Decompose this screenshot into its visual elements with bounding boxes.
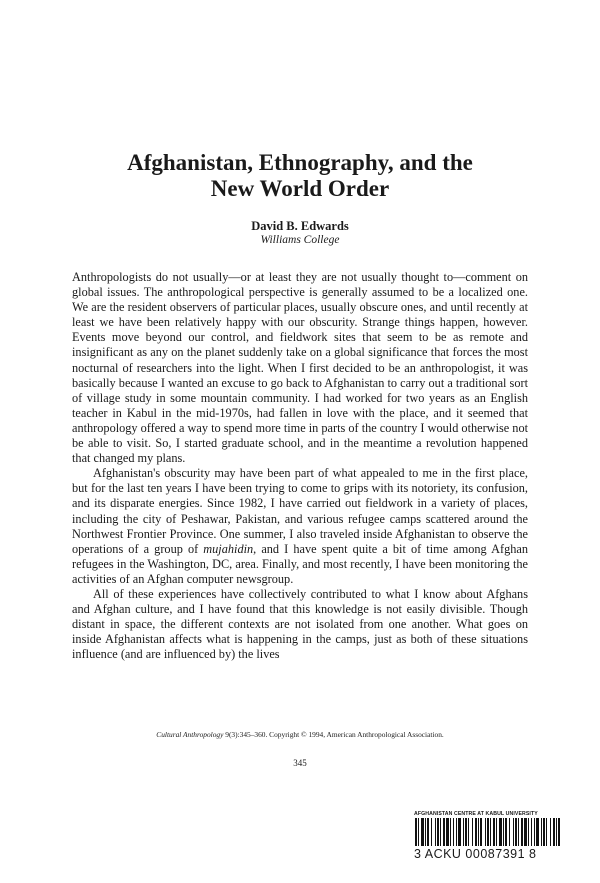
- title-line-1: Afghanistan, Ethnography, and the: [127, 150, 473, 175]
- paragraph-2-italic-term: mujahidin: [203, 541, 254, 556]
- paragraph-2-text-b: , and I have spent quite a bit of time among Afghan refugees in the Washington, DC, area. Finally, and most recently, I have been monitoring the activities of an Afghan computer newsgroup.: [72, 541, 528, 586]
- journal-name: Cultural Anthropology: [156, 730, 224, 739]
- paragraph-1: Anthropologists do not usually—or at least they are not usually thought to—comment on global issues. The anthropological perspective is generally assumed to be a localized one. We are the resident observers of particular places, usually obscure ones, and until recently at least we have been relatively happy with our obscurity. Strange things happen, however. Events move beyond our control, and fieldwork sites that seem to be as remote and insignificant as any on the planet suddenly take on a global significance that forces the most nocturnal of researchers into the light. When I first decided to be an anthropologist, it was basically because I wanted an excuse to go back to Afghanistan to carry out a traditional sort of village study in some mountain community. I had worked for two years as an English teacher in Kabul in the mid-1970s, had fallen in love with the place, and it seemed that anthropology offered a way to spend more time in parts of the country I would otherwise not be able to visit. So, I started graduate school, and in the meantime a revolution happened that changed my plans.: [72, 270, 529, 466]
- author-name: David B. Edwards: [251, 219, 349, 233]
- article-title: [60, 150, 540, 202]
- page-number: 345: [293, 758, 307, 768]
- paragraph-2: [72, 466, 528, 587]
- paragraph-3: All of these experiences have collectively contributed to what I know about Afghans and Afghan culture, and I have found that this knowledge is not easily divisible. Though distant in space, the different contexts are not isolated from one another. What goes on inside Afghanistan affects what is happening in the camps, just as both of these situations influence (and are influenced by) the lives: [72, 586, 528, 662]
- library-stamp-number: 3 ACKU 00087391 8: [414, 847, 537, 861]
- library-stamp-label: AFGHANISTAN CENTRE AT KABUL UNIVERSITY: [414, 811, 538, 817]
- title-line-2: New World Order: [210, 176, 390, 201]
- citation-details: 9(3):345–360. Copyright © 1994, American Anthropological Association.: [223, 730, 444, 739]
- library-stamp: [414, 811, 564, 861]
- citation-footer: [80, 730, 520, 740]
- paragraph-2-text-a: Afghanistan's obscurity may have been part of what appealed to me in the first place, but for the last ten years I have been trying to come to grips with its notoriety, its confusion, and its disparate energies. Since 1982, I have carried out fieldwork in a variety of places, including the city of Peshawar, Pakistan, and various refugee camps scattered around the Northwest Frontier Province. One summer, I also traveled inside Afghanistan to observe the operations of a group of: [72, 466, 528, 556]
- author-affiliation: Williams College: [260, 234, 340, 246]
- article-body: [72, 270, 528, 662]
- barcode-icon: [414, 818, 562, 846]
